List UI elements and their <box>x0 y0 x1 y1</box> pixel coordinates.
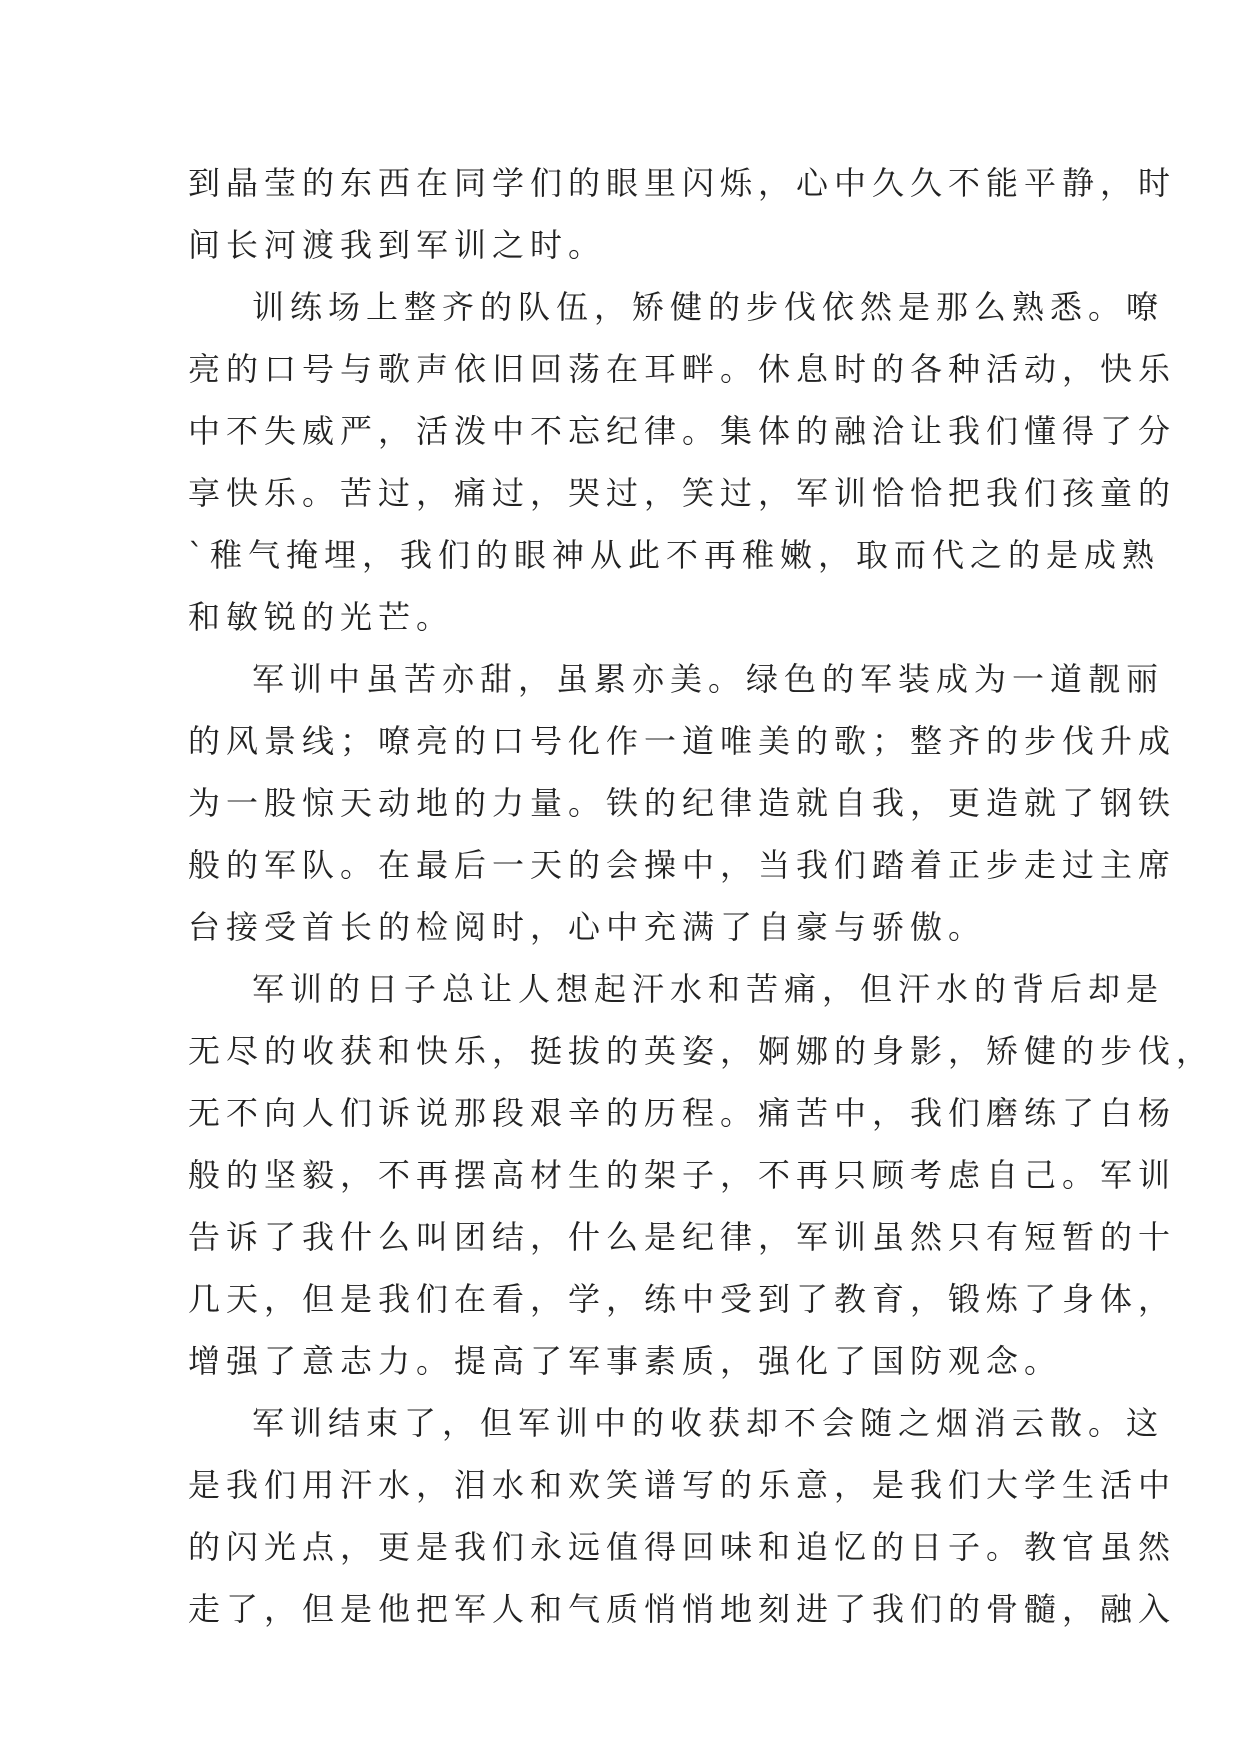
text-line: 台接受首长的检阅时，心中充满了自豪与骄傲。 <box>188 908 987 946</box>
body-text <box>188 152 1215 1640</box>
text-line: 到晶莹的东西在同学们的眼里闪烁，心中久久不能平静，时 <box>188 164 1177 202</box>
paragraph-1 <box>188 152 1177 276</box>
text-line: 和敏锐的光芒。 <box>188 598 455 636</box>
paragraph-3 <box>188 648 1177 958</box>
text-line: 为一股惊天动地的力量。铁的纪律造就自我，更造就了钢铁 <box>188 784 1177 822</box>
text-line: 中不失威严，活泼中不忘纪律。集体的融洽让我们懂得了分 <box>188 412 1177 450</box>
paragraph-4 <box>188 958 1215 1392</box>
text-line: 走了，但是他把军人和气质悄悄地刻进了我们的骨髓，融入 <box>188 1590 1177 1628</box>
text-line: 般的坚毅，不再摆高材生的架子，不再只顾考虑自己。军训 <box>188 1156 1177 1194</box>
text-line: 几天，但是我们在看，学，练中受到了教育，锻炼了身体， <box>188 1280 1177 1318</box>
text-line: 是我们用汗水，泪水和欢笑谱写的乐意，是我们大学生活中 <box>188 1466 1177 1504</box>
text-line: 军训中虽苦亦甜，虽累亦美。绿色的军装成为一道靓丽 <box>252 660 1165 698</box>
text-line: 般的军队。在最后一天的会操中，当我们踏着正步走过主席 <box>188 846 1177 884</box>
text-line: 军训结束了，但军训中的收获却不会随之烟消云散。这 <box>252 1404 1165 1442</box>
text-line: 无尽的收获和快乐，挺拔的英姿，婀娜的身影，矫健的步伐， <box>188 1032 1215 1070</box>
text-line: 亮的口号与歌声依旧回荡在耳畔。休息时的各种活动，快乐 <box>188 350 1177 388</box>
text-line: `稚气掩埋，我们的眼神从此不再稚嫩，取而代之的是成熟 <box>188 536 1161 574</box>
text-line: 间长河渡我到军训之时。 <box>188 226 607 264</box>
text-line: 告诉了我什么叫团结，什么是纪律，军训虽然只有短暂的十 <box>188 1218 1177 1256</box>
paragraph-2 <box>188 276 1177 648</box>
text-line: 军训的日子总让人想起汗水和苦痛，但汗水的背后却是 <box>252 970 1165 1008</box>
text-line: 增强了意志力。提高了军事素质，强化了国防观念。 <box>188 1342 1063 1380</box>
text-line: 无不向人们诉说那段艰辛的历程。痛苦中，我们磨练了白杨 <box>188 1094 1177 1132</box>
text-line: 享快乐。苦过，痛过，哭过，笑过，军训恰恰把我们孩童的 <box>188 474 1177 512</box>
text-line: 训练场上整齐的队伍，矫健的步伐依然是那么熟悉。嘹 <box>252 288 1165 326</box>
text-line: 的闪光点，更是我们永远值得回味和追忆的日子。教官虽然 <box>188 1528 1177 1566</box>
paragraph-5 <box>188 1392 1177 1640</box>
text-line: 的风景线；嘹亮的口号化作一道唯美的歌；整齐的步伐升成 <box>188 722 1177 760</box>
